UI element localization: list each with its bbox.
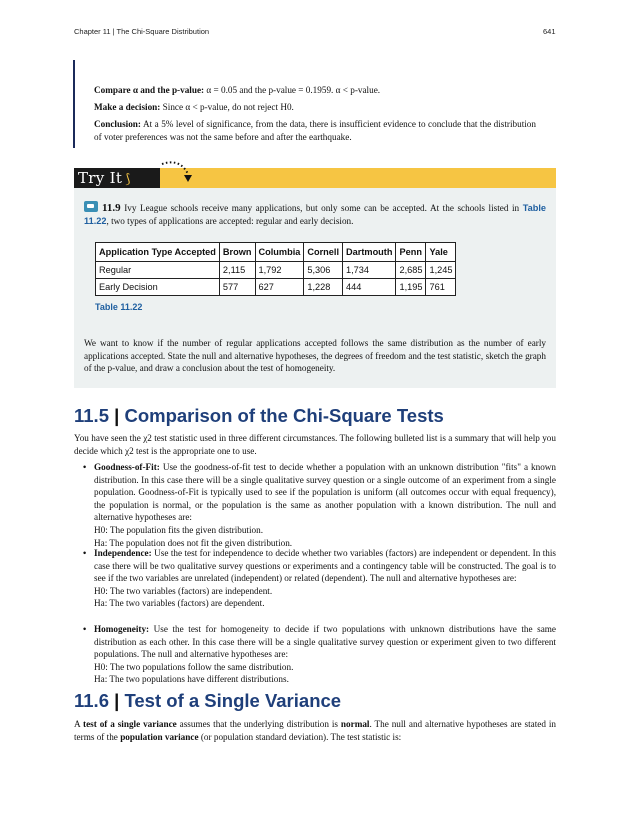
table-cell: 761 — [426, 279, 456, 296]
table-row — [96, 279, 456, 296]
compare-step: Compare α and the p-value: α = 0.05 and the p-value = 0.1959. α < p-value. — [94, 85, 381, 95]
section-heading-11-6: 11.6 | Test of a Single Variance — [74, 690, 342, 711]
table-cell: 2,685 — [396, 262, 426, 279]
col-header: Application Type Accepted — [96, 243, 220, 262]
decision-step: Make a decision: Since α < p-value, do not reject H0. — [94, 102, 294, 112]
try-it-label: Try It ⟆ — [74, 168, 160, 188]
col-header: Brown — [219, 243, 255, 262]
table-cell: Regular — [96, 262, 220, 279]
try-it-question-intro: 11.9 Ivy League schools receive many applications, but only some can be accepted. At the schools listed in Table 11.22, two types of applications are accepted: regular and early decision. — [84, 202, 547, 226]
col-header: Cornell — [304, 243, 343, 262]
col-header: Columbia — [255, 243, 304, 262]
try-it-icon: ⟆ — [125, 172, 131, 187]
running-header: Chapter 11 | The Chi-Square Distribution — [74, 27, 210, 36]
bullet-independence: • Independence: Use the test for independence to decide whether two variables (factors) are independent or dependent. In this case there will be two qualitative survey questions or experiments and a contingency table will be constructed. The goal is to see if the two variables are unrelated (independent) or related (dependent). The null and alternative hypotheses are: H0: The two variables (factors) are independent. Ha: The two variables (factors) are dependent. — [83, 548, 556, 609]
table-caption: Table 11.22 — [95, 302, 143, 312]
table-link[interactable]: Table 11.22 — [84, 203, 547, 226]
try-it-question: We want to know if the number of regular applications accepted follows the same distribution as the number of early applications accepted. State the null and alternative hypotheses, the degrees of freedom and the test statistic, sketch the graph of the p-value, and draw a conclusion about the test of homogeneity. — [84, 338, 546, 374]
table-cell: 5,306 — [304, 262, 343, 279]
table-cell: 1,228 — [304, 279, 343, 296]
null-hypothesis: H0: The population fits the given distribution. — [94, 524, 264, 535]
example-side-rule — [73, 60, 75, 148]
table-cell: 1,792 — [255, 262, 304, 279]
table-cell: 577 — [219, 279, 255, 296]
table-cell: Early Decision — [96, 279, 220, 296]
col-header: Dartmouth — [343, 243, 396, 262]
conclusion-step: Conclusion: At a 5% level of significance, from the data, there is insufficient evidence to conclude that the distribution of voter preferences was not the same before and after the earthquake. — [94, 119, 536, 142]
section-11-6-intro: A test of a single variance assumes that the underlying distribution is normal. The null and alternative hypotheses are stated in terms of the population variance (or population standard deviation). The test statistic is: — [74, 719, 556, 742]
section-heading-11-5: 11.5 | Comparison of the Chi-Square Tests — [74, 405, 444, 426]
dotted-arrow-icon — [160, 160, 196, 188]
table-cell: 444 — [343, 279, 396, 296]
alternative-hypothesis: Ha: The population does not fit the given distribution. — [94, 537, 293, 548]
bullet-homogeneity: • Homogeneity: Use the test for homogeneity to decide if two populations with unknown distributions have the same distribution as each other. In this case there will be a single qualitative survey question or experiment given to two different populations. The null and alternative hypotheses are: H0: The two populations follow the same distribution. Ha: The two populations have different distributions. — [83, 624, 557, 685]
alternative-hypothesis: Ha: The two populations have different distributions. — [94, 674, 289, 685]
bullet-goodness-of-fit: • Goodness-of-Fit: Use the goodness-of-fit test to decide whether a population with an unknown distribution "fits" a known distribution. In this case there will be a single qualitative survey question or a single outcome of an experiment from a single population. Goodness-of-Fit is typically used to see if the population is uniform (all outcomes occur with equal frequency), the population is normal, or the population is the same as another population with a known distribution. The null and alternative hypotheses are: H0: The population fits the given distribution. Ha: The population does not fit the given distribution. — [83, 462, 557, 548]
table-header-row — [96, 243, 456, 262]
applications-table — [95, 242, 456, 296]
page-number: 641 — [543, 27, 556, 36]
exercise-icon — [84, 201, 98, 212]
null-hypothesis: H0: The two populations follow the same distribution. — [94, 661, 294, 672]
table-row — [96, 262, 456, 279]
null-hypothesis: H0: The two variables (factors) are independent. — [94, 585, 273, 596]
col-header: Yale — [426, 243, 456, 262]
section-11-5-intro: You have seen the χ2 test statistic used in three different circumstances. The following bulleted list is a summary that will help you decide which χ2 test is the appropriate one to use. — [74, 433, 556, 456]
col-header: Penn — [396, 243, 426, 262]
table-cell: 1,195 — [396, 279, 426, 296]
table-cell: 1,245 — [426, 262, 456, 279]
table-cell: 2,115 — [219, 262, 255, 279]
table-cell: 1,734 — [343, 262, 396, 279]
table-cell: 627 — [255, 279, 304, 296]
alternative-hypothesis: Ha: The two variables (factors) are dependent. — [94, 598, 265, 609]
